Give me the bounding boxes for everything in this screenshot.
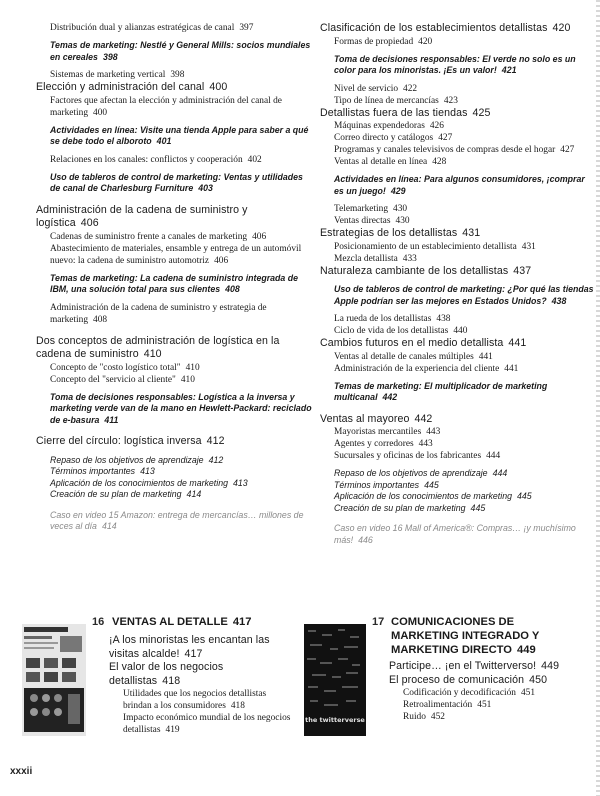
toc-entry-title: Codificación y decodificación	[403, 688, 516, 698]
toc-entry-page: 418	[162, 674, 181, 687]
toc-entry-title: Utilidades que los negocios detallistas brindan a los consumidores	[123, 689, 267, 711]
toc-entry[interactable]	[320, 36, 596, 48]
toc-entry-title: Dos conceptos de administración de logística en la cadena de suministro	[36, 334, 280, 360]
toc-entry-page: 445	[517, 491, 532, 501]
toc-entry[interactable]	[36, 69, 312, 81]
toc-entry-page: 427	[560, 145, 575, 155]
toc-entry[interactable]	[320, 351, 596, 363]
toc-entry-title: Temas de marketing: El multiplicador de marketing multicanal	[334, 380, 548, 402]
toc-entry-page: 412	[208, 454, 224, 465]
toc-entry-title: Ruido	[403, 712, 426, 722]
chapter-17-thumbnail-caption: the twitterverse	[305, 716, 365, 724]
toc-entry-title: Sucursales y oficinas de los fabricantes	[334, 451, 482, 461]
toc-entry[interactable]	[320, 480, 596, 492]
toc-entry[interactable]	[36, 125, 312, 148]
toc-entry-title: Repaso de los objetivos de aprendizaje	[50, 454, 204, 465]
toc-entry[interactable]	[36, 435, 312, 449]
toc-entry[interactable]	[109, 712, 295, 736]
toc-entry[interactable]	[36, 302, 312, 326]
toc-entry-page: 443	[426, 427, 441, 437]
toc-entry-page: 413	[140, 466, 155, 476]
toc-entry[interactable]	[36, 489, 312, 501]
toc-entry-title: Ventas directas	[334, 216, 391, 226]
toc-entry[interactable]	[36, 95, 312, 119]
toc-entry-page: 406	[80, 217, 99, 229]
toc-entry-title: Detallistas fuera de las tiendas	[320, 106, 468, 119]
toc-entry-page: 412	[206, 435, 225, 447]
toc-entry-title: Toma de decisiones responsables: El verde no solo es un color para los minoristas. ¡Es un valor!	[334, 53, 576, 75]
toc-entry-page: 398	[170, 70, 185, 80]
toc-entry-page: 403	[198, 183, 213, 193]
chapter-16-title	[112, 615, 251, 629]
toc-entry[interactable]	[36, 243, 312, 267]
toc-entry-page: 406	[252, 231, 267, 242]
toc-entry-page: 445	[470, 502, 486, 513]
toc-entry[interactable]	[389, 660, 579, 674]
toc-entry-title: El valor de los negocios detallistas	[109, 661, 224, 687]
toc-entry-page: 401	[156, 136, 172, 146]
chapter-17-page: 449	[517, 644, 536, 656]
toc-entry-page: 408	[93, 314, 108, 325]
toc-entry-page: 441	[504, 363, 519, 374]
toc-entry-title: Cierre del círculo: logística inversa	[36, 435, 202, 447]
toc-entry-page: 427	[438, 133, 453, 143]
toc-entry-page: 413	[233, 477, 248, 488]
toc-entry-title: Caso en video 16 Mall of America®: Compras… ¡y muchísimo más!	[334, 523, 576, 545]
toc-entry-title: Factores que afectan la elección y administración del canal de marketing	[50, 95, 282, 118]
toc-entry-title: Concepto del "servicio al cliente"	[50, 374, 176, 385]
toc-entry-title: Términos importantes	[334, 479, 420, 490]
toc-entry-title: Máquinas expendedoras	[334, 121, 425, 131]
toc-entry-title: Relaciones en los canales: conflictos y cooperación	[50, 154, 243, 165]
toc-entry-page: 418	[230, 701, 245, 711]
toc-entry-title: Creación de su plan de marketing	[334, 502, 466, 513]
chapter-16-page: 417	[232, 616, 252, 628]
toc-entry[interactable]	[36, 392, 312, 427]
toc-entry-title: Caso en video 15 Amazon: entrega de mercancías… millones de veces al día	[50, 509, 304, 531]
toc-entry[interactable]	[36, 510, 312, 533]
page-number: xxxii	[10, 766, 33, 777]
toc-entry[interactable]	[36, 374, 312, 386]
toc-entry-page: 397	[239, 23, 254, 33]
toc-entry-page: 398	[102, 51, 118, 62]
toc-entry[interactable]	[320, 132, 596, 144]
toc-entry-title: Telemarketing	[334, 204, 389, 214]
toc-entry[interactable]	[320, 83, 596, 95]
toc-entry-page: 421	[501, 65, 517, 75]
toc-entry-page: 406	[214, 255, 229, 266]
toc-entry-title: ¡A los minoristas les encantan las visitas alcalde!	[109, 634, 270, 660]
toc-entry-title: Actividades en línea: Visite una tienda Apple para saber a qué se debe todo el alboroto	[50, 124, 309, 146]
toc-entry-title: Repaso de los objetivos de aprendizaje	[334, 468, 488, 478]
toc-entry-page: 410	[185, 362, 200, 373]
toc-entry[interactable]	[109, 688, 295, 712]
toc-entry-title: Participe… ¡en el Twitterverso!	[389, 660, 537, 672]
toc-entry-page: 433	[402, 253, 417, 264]
toc-entry-page: 449	[541, 660, 560, 672]
toc-entry[interactable]	[36, 22, 312, 34]
toc-entry-title: Correo directo y catálogos	[334, 133, 434, 143]
toc-entry-title: Retroalimentación	[403, 700, 473, 710]
toc-entry[interactable]	[320, 120, 596, 132]
toc-entry-title: Formas de propiedad	[334, 36, 414, 47]
toc-entry[interactable]	[320, 95, 596, 107]
toc-entry[interactable]	[320, 215, 596, 227]
toc-entry-title: Cadenas de suministro frente a canales de marketing	[50, 231, 248, 242]
toc-entry-title: Estrategias de los detallistas	[320, 227, 458, 239]
page-edge	[596, 0, 600, 796]
toc-entry-page: 442	[382, 392, 398, 402]
toc-entry[interactable]	[36, 478, 312, 490]
toc-entry[interactable]	[36, 172, 312, 195]
toc-entry[interactable]	[320, 491, 596, 503]
toc-entry-page: 444	[486, 451, 501, 461]
toc-entry[interactable]	[36, 154, 312, 166]
toc-entry-page: 410	[143, 348, 162, 360]
toc-entry-page: 451	[520, 688, 536, 698]
toc-entry-title: Aplicación de los conocimientos de marketing	[50, 477, 228, 488]
toc-entry[interactable]	[320, 144, 596, 156]
toc-entry[interactable]	[320, 438, 596, 450]
toc-entry[interactable]	[320, 313, 596, 325]
toc-entry-page: 420	[552, 22, 571, 34]
toc-entry[interactable]	[389, 699, 579, 711]
toc-entry-title: Ciclo de vida de los detallistas	[334, 326, 449, 336]
toc-entry[interactable]	[320, 381, 596, 404]
toc-entry-page: 430	[395, 216, 410, 226]
toc-entry-title: Temas de marketing: Nestlé y General Mills: socios mundiales en cereales	[50, 40, 311, 62]
toc-entry[interactable]	[36, 273, 312, 296]
toc-entry[interactable]	[320, 337, 596, 351]
toc-entry-page: 425	[472, 106, 491, 119]
toc-entry-page: 400	[93, 107, 108, 118]
toc-entry[interactable]	[320, 241, 596, 253]
toc-entry-page: 419	[165, 725, 180, 735]
toc-entry-title: Clasificación de los establecimientos detallistas	[320, 22, 548, 34]
toc-entry[interactable]	[389, 711, 579, 723]
chapter-16-entries	[109, 634, 295, 736]
toc-entry-page: 430	[393, 204, 408, 214]
toc-entry-page: 417	[184, 647, 203, 660]
toc-entry-page: 410	[180, 374, 195, 385]
toc-entry-title: Creación de su plan de marketing	[50, 489, 182, 499]
toc-entry[interactable]	[320, 450, 596, 462]
chapter-17-number: 17	[372, 616, 385, 628]
toc-entry[interactable]	[320, 325, 596, 337]
toc-entry-title: Uso de tableros de control de marketing: Ventas y utilidades de canal de Charlesburg Furniture	[50, 171, 303, 193]
toc-entry[interactable]	[320, 468, 596, 480]
toc-entry-title: La rueda de los detallistas	[334, 314, 432, 324]
toc-entry-page: 400	[209, 81, 228, 93]
toc-entry-title: Agentes y corredores	[334, 439, 414, 449]
chapter-16-thumbnail	[22, 624, 86, 736]
toc-entry[interactable]	[389, 674, 579, 688]
right-column	[320, 22, 596, 546]
toc-entry[interactable]	[320, 363, 596, 375]
toc-entry-page: 441	[508, 337, 527, 349]
toc-entry[interactable]	[36, 40, 312, 63]
toc-entry[interactable]	[36, 204, 312, 231]
toc-entry-title: Ventas al mayoreo	[320, 412, 410, 425]
chapter-16-number: 16	[92, 616, 105, 628]
toc-entry-title: Términos importantes	[50, 466, 136, 476]
toc-entry[interactable]	[36, 455, 312, 467]
toc-entry-page: 414	[186, 489, 202, 499]
toc-entry-page: 431	[521, 241, 536, 252]
toc-entry[interactable]	[389, 687, 579, 699]
toc-entry[interactable]	[109, 661, 295, 688]
toc-entry-title: Tipo de línea de mercancías	[334, 95, 439, 106]
toc-entry-page: 414	[101, 521, 117, 531]
toc-entry-title: Elección y administración del canal	[36, 81, 205, 93]
chapter-16-title-text: VENTAS AL DETALLE	[112, 616, 228, 628]
toc-entry-page: 442	[414, 412, 433, 425]
toc-entry-page: 451	[477, 700, 492, 710]
toc-entry-title: Toma de decisiones responsables: Logística a la inversa y marketing verde van de la mano en Hewlett-Packard: reciclado de e-basura	[50, 391, 312, 425]
toc-entry[interactable]	[320, 284, 596, 307]
toc-entry[interactable]	[320, 203, 596, 215]
toc-entry-title: Sistemas de marketing vertical	[50, 70, 166, 80]
toc-entry-title: Administración de la cadena de suministro y logística	[36, 203, 248, 229]
chapter-17-title	[391, 615, 571, 657]
toc-entry-title: Ventas al detalle en línea	[334, 157, 428, 167]
toc-entry-title: Concepto de "costo logístico total"	[50, 362, 181, 373]
toc-entry-title: Mayoristas mercantiles	[334, 427, 422, 437]
toc-entry[interactable]	[36, 335, 312, 362]
toc-entry-page: 438	[436, 314, 451, 324]
toc-entry-page: 428	[432, 157, 447, 167]
toc-entry[interactable]	[320, 426, 596, 438]
toc-entry[interactable]	[320, 174, 596, 197]
toc-entry[interactable]	[36, 81, 312, 95]
toc-entry[interactable]	[320, 265, 596, 279]
left-column	[36, 22, 312, 533]
toc-entry-title: Nivel de servicio	[334, 83, 399, 94]
chapter-17-title-text: COMUNICACIONES DE MARKETING INTEGRADO Y MARKETING DIRECTO	[391, 616, 540, 656]
toc-entry[interactable]	[36, 231, 312, 243]
toc-entry-page: 422	[403, 83, 418, 94]
toc-entry[interactable]	[320, 22, 596, 36]
toc-entry-title: Uso de tableros de control de marketing: ¿Por qué las tiendas Apple podrían ser las mejores en Estados Unidos?	[334, 284, 594, 306]
toc-entry-page: 438	[551, 295, 567, 306]
toc-entry[interactable]	[320, 413, 596, 427]
toc-entry-title: Naturaleza cambiante de los detallistas	[320, 264, 509, 277]
toc-entry[interactable]	[320, 156, 596, 168]
toc-entry[interactable]	[320, 227, 596, 241]
toc-entry-page: 423	[443, 95, 458, 106]
toc-entry-page: 402	[247, 154, 262, 165]
toc-entry[interactable]	[320, 253, 596, 265]
toc-entry-page: 426	[429, 121, 444, 131]
toc-entry-title: El proceso de comunicación	[389, 673, 525, 686]
toc-entry-page: 444	[492, 468, 508, 478]
chapter-17-thumbnail	[304, 624, 366, 736]
chapter-17-entries	[389, 660, 579, 723]
toc-entry-title: Ventas al detalle de canales múltiples	[334, 351, 474, 362]
toc-entry-page: 429	[390, 185, 406, 196]
toc-entry[interactable]	[320, 54, 596, 77]
toc-entry-page: 445	[424, 479, 439, 490]
toc-entry-title: Impacto económico mundial de los negocios detallistas	[123, 713, 291, 735]
toc-entry[interactable]	[320, 523, 596, 546]
toc-entry-title: Mezcla detallista	[334, 253, 398, 264]
toc-entry-title: Actividades en línea: Para algunos consumidores, ¡comprar es un juego!	[334, 174, 585, 196]
toc-entry-page: 441	[478, 351, 493, 362]
toc-entry-title: Abastecimiento de materiales, ensamble y entrega de un automóvil nuevo: la cadena de suministro automotriz	[50, 243, 302, 266]
toc-entry-page: 437	[513, 264, 532, 277]
toc-entry-page: 408	[225, 284, 240, 294]
toc-entry-page: 452	[430, 712, 445, 722]
toc-entry-page: 446	[358, 534, 373, 545]
toc-entry-title: Programas y canales televisivos de compras desde el hogar	[334, 145, 556, 155]
toc-entry-page: 411	[104, 414, 119, 425]
toc-entry-page: 443	[418, 439, 433, 449]
toc-entry[interactable]	[320, 107, 596, 121]
toc-entry-title: Aplicación de los conocimientos de marketing	[334, 491, 512, 501]
toc-entry-page: 420	[418, 36, 433, 47]
toc-entry[interactable]	[36, 466, 312, 478]
toc-entry-title: Temas de marketing: La cadena de suministro integrada de IBM, una solución total para sus clientes	[50, 272, 299, 294]
toc-entry-title: Distribución dual y alianzas estratégicas de canal	[50, 23, 235, 33]
toc-entry-title: Cambios futuros en el medio detallista	[320, 337, 504, 349]
toc-entry-title: Posicionamiento de un establecimiento detallista	[334, 241, 517, 252]
toc-entry[interactable]	[320, 503, 596, 515]
toc-entry-title: Administración de la cadena de suministro y estrategia de marketing	[50, 302, 267, 325]
toc-entry-page: 431	[462, 227, 481, 239]
toc-entry[interactable]	[36, 362, 312, 374]
toc-entry-page: 440	[453, 326, 468, 336]
toc-entry-page: 450	[529, 673, 548, 686]
toc-entry[interactable]	[109, 634, 295, 661]
toc-entry-title: Administración de la experiencia del cliente	[334, 363, 500, 374]
